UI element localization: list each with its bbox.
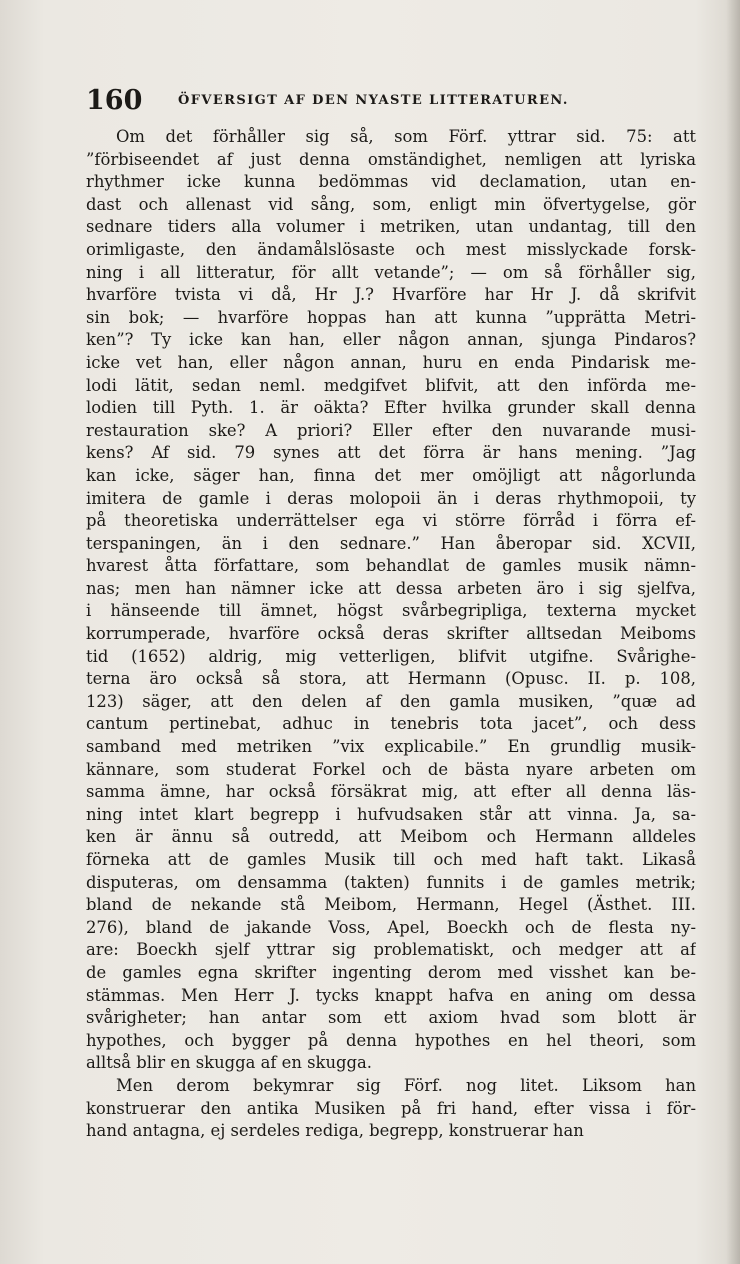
text-line: kan icke, säger han, finna det mer omöjligt att någorlunda	[86, 465, 696, 485]
text-line: bland de nekande stå Meibom, Hermann, Hegel (Ästhet. III.	[86, 895, 696, 915]
running-title: ÖFVERSIGT AF DEN NYASTE LITTERATUREN.	[178, 93, 569, 108]
page-edge-shadow	[726, 0, 740, 1264]
text-line: sin bok; — hvarföre hoppas han att kunna ”upprätta Metri-	[86, 307, 696, 327]
text-line: förneka att de gamles Musik till och med haft takt. Likaså	[86, 850, 696, 869]
text-line: ken är ännu så outredd, att Meibom och Hermann alldeles	[86, 827, 696, 847]
text-line: korrumperade, hvarföre också deras skrifter alltsedan Meiboms	[86, 624, 696, 644]
text-line: lodien till Pyth. 1. är oäkta? Efter hvilka grunder skall denna	[86, 398, 696, 418]
text-line: ken”? Ty icke kan han, eller någon annan, sjunga Pindaros?	[86, 330, 696, 350]
text-line: stämmas. Men Herr J. tycks knappt hafva en aning om dessa	[86, 985, 696, 1005]
text-line: på theoretiska underrättelser ega vi större förråd i förra ef-	[86, 511, 696, 531]
text-line: terspaningen, än i den sednare.” Han åberopar sid. XCVII,	[86, 533, 696, 553]
text-line: konstruerar den antika Musiken på fri hand, efter vissa i för-	[86, 1098, 696, 1118]
text-line: nas; men han nämner icke att dessa arbeten äro i sig sjelfva,	[86, 578, 696, 598]
text-line: ning i all litteratur, för allt vetande”; — om så förhåller sig,	[86, 262, 696, 282]
text-line: disputeras, om densamma (takten) funnits i de gamles metrik;	[86, 872, 696, 892]
text-line: orimligaste, den ändamålslösaste och mest misslyckade forsk-	[86, 239, 696, 259]
text-line: ”förbiseendet af just denna omständighet, nemligen att lyriska	[86, 149, 696, 169]
text-line: cantum pertinebat, adhuc in tenebris tota jacet”, och dess	[86, 714, 696, 734]
text-line: kens? Af sid. 79 synes att det förra är hans mening. ”Jag	[86, 443, 696, 463]
text-line: samband med metriken ”vix explicabile.” En grundlig musik-	[86, 737, 696, 757]
text-line: alltså blir en skugga af en skugga.	[86, 1053, 372, 1073]
text-line: hvarest åtta författare, som behandlat de gamles musik nämn-	[86, 556, 696, 576]
text-line: samma ämne, har också försäkrat mig, att efter all denna läs-	[86, 782, 696, 802]
body-text	[86, 126, 696, 1143]
text-line: hypothes, och bygger på denna hypothes en hel theori, som	[86, 1030, 696, 1050]
text-line: 276), bland de jakande Voss, Apel, Boeckh och de flesta ny-	[86, 917, 696, 937]
text-line: restauration ske? A priori? Eller efter den nuvarande musi-	[86, 420, 696, 440]
text-line: sednare tiders alla volumer i metriken, utan undantag, till den	[86, 217, 696, 237]
text-line: tid (1652) aldrig, mig vetterligen, blifvit utgifne. Svårighe-	[86, 646, 696, 666]
running-head	[86, 86, 698, 116]
text-line: Om det förhåller sig så, som Förf. yttrar sid. 75: att	[116, 127, 696, 146]
text-line: ning intet klart begrepp i hufvudsaken står att vinna. Ja, sa-	[86, 804, 696, 824]
text-line: svårigheter; han antar som ett axiom hvad som blott är	[86, 1008, 696, 1028]
page-number: 160	[86, 85, 143, 116]
text-line: hand antagna, ej serdeles rediga, begrepp, konstruerar han	[86, 1121, 584, 1141]
text-line: are: Boeckh sjelf yttrar sig problematiskt, och medger att af	[86, 940, 696, 960]
text-line: Men derom bekymrar sig Förf. nog litet. Liksom han	[116, 1075, 696, 1095]
text-line: icke vet han, eller någon annan, huru en enda Pindarisk me-	[86, 352, 696, 372]
text-line: de gamles egna skrifter ingenting derom med visshet kan be-	[86, 962, 696, 982]
text-line: imitera de gamle i deras molopoii än i deras rhythmopoii, ty	[86, 488, 696, 508]
text-line: lodi lätit, sedan neml. medgifvet blifvit, att den införda me-	[86, 375, 696, 395]
text-line: hvarföre tvista vi då, Hr J.? Hvarföre har Hr J. då skrifvit	[86, 285, 696, 305]
text-line: terna äro också så stora, att Hermann (Opusc. II. p. 108,	[86, 669, 696, 689]
text-line: kännare, som studerat Forkel och de bästa nyare arbeten om	[86, 759, 696, 779]
text-line: 123) säger, att den delen af den gamla musiken, ”quæ ad	[86, 691, 696, 711]
text-line: rhythmer icke kunna bedömmas vid declamation, utan en-	[86, 172, 696, 192]
text-line: dast och allenast vid sång, som, enligt min öfvertygelse, gör	[86, 194, 696, 214]
text-line: i hänseende till ämnet, högst svårbegripliga, texterna mycket	[86, 601, 696, 621]
